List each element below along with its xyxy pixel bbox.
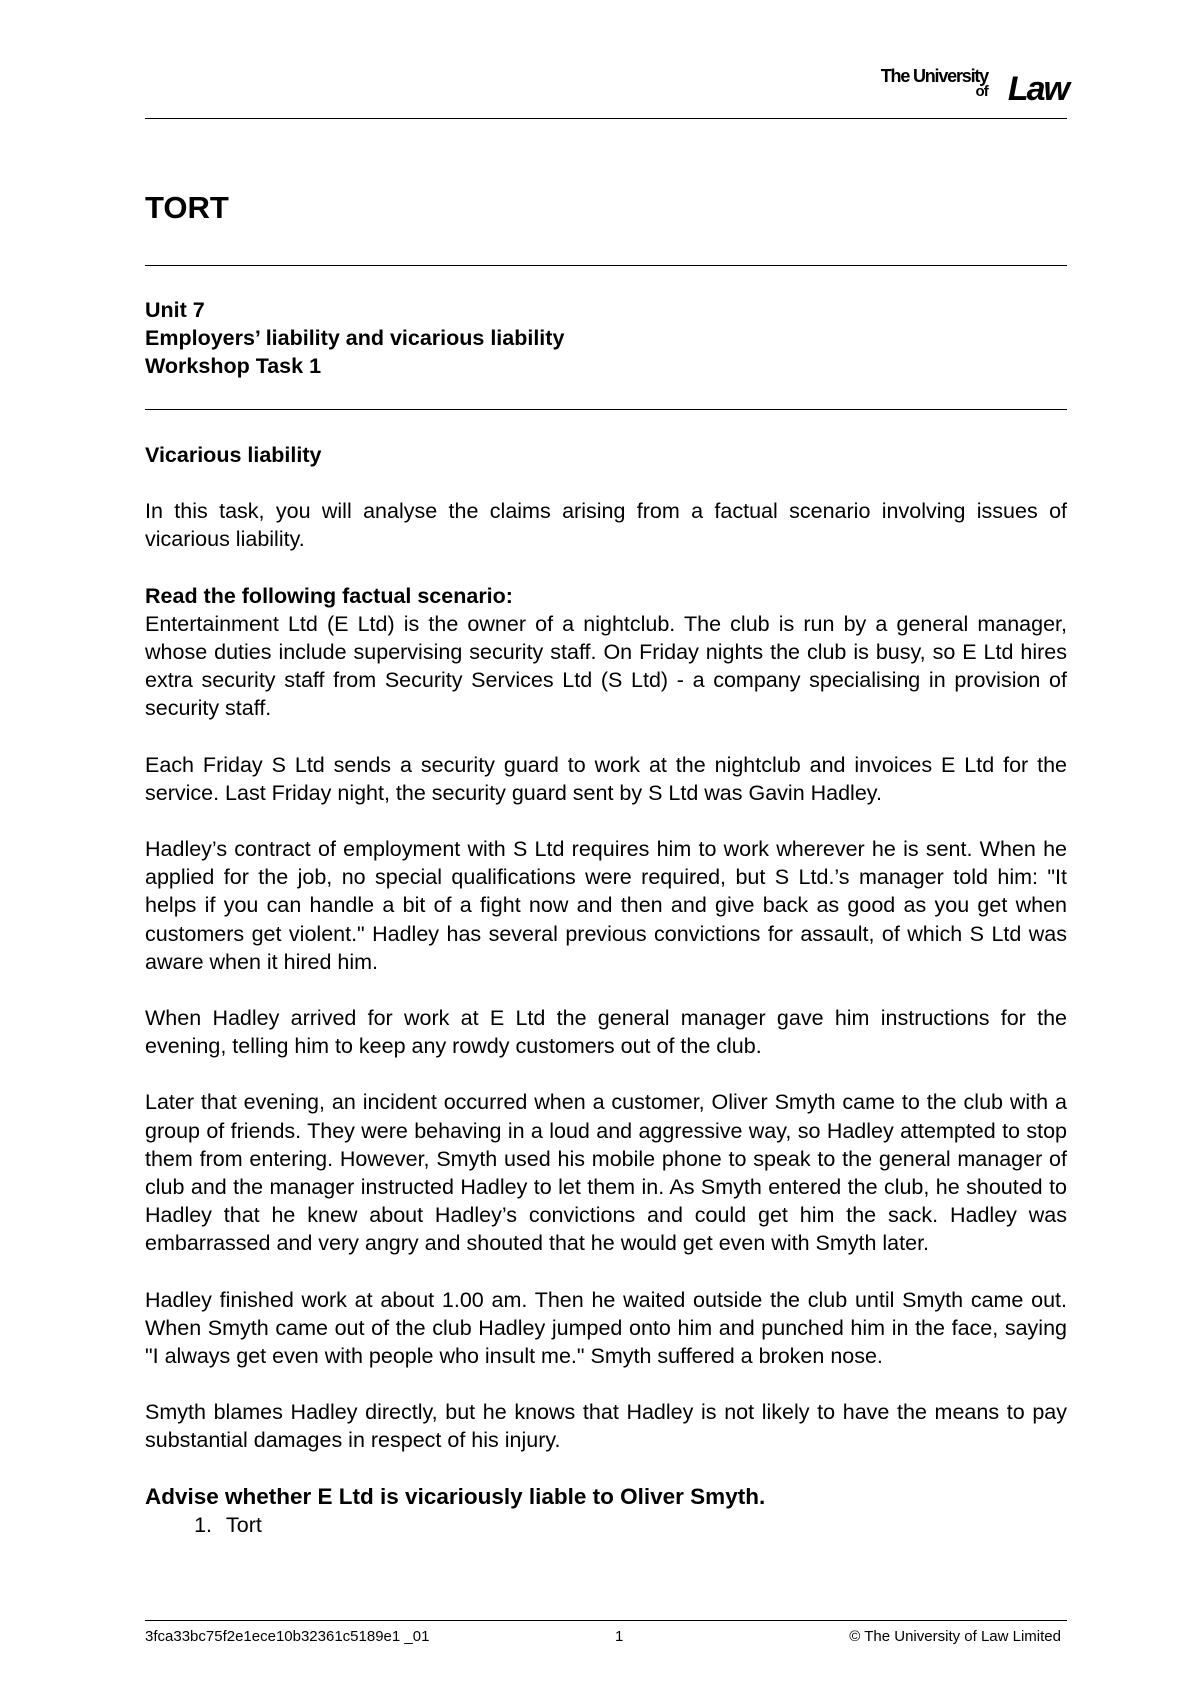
scenario-paragraph-7: Smyth blames Hadley directly, but he knows that Hadley is not likely to have the means to pay substantial damages in respect of his injury. — [145, 1400, 1067, 1453]
task-name: Workshop Task 1 — [145, 354, 322, 378]
university-logo — [860, 66, 1070, 106]
unit-divider — [145, 409, 1067, 410]
copyright-notice: © The University of Law Limited — [849, 1628, 1061, 1645]
logo-line-1: The University — [880, 66, 988, 86]
document-body — [145, 441, 1067, 1539]
scenario-paragraph-5: Later that evening, an incident occurred when a customer, Oliver Smyth came to the club with a group of friends. They were behaving in a loud and aggressive way, so Hadley attempted to stop them from entering. However, Smyth used his mobile phone to speak to the general manager of club and the manager instructed Hadley to let them in. As Smyth entered the club, he shouted to Hadley that he knew about Hadley’s convictions and could get him the sack. Hadley was embarrassed and very angry and shouted that he would get even with Smyth later. — [145, 1090, 1067, 1256]
scenario-paragraph-6: Hadley finished work at about 1.00 am. Then he waited outside the club until Smyth came out. When Smyth came out of the club Hadley jumped onto him and punched him in the face, saying "I always get even with people who insult me." Smyth suffered a broken nose. — [145, 1287, 1067, 1369]
unit-number: Unit 7 — [145, 298, 205, 322]
list-item: 1. Tort — [218, 1511, 1067, 1539]
intro-paragraph: In this task, you will analyse the claims arising from a factual scenario involving issues of vicarious liability. — [145, 499, 1067, 552]
unit-info — [145, 296, 564, 380]
scenario-paragraph-4: When Hadley arrived for work at E Ltd the general manager gave him instructions for the evening, telling him to keep any rowdy customers out of the club. — [145, 1006, 1067, 1059]
section-heading: Vicarious liability — [145, 443, 322, 467]
scenario-paragraph-2: Each Friday S Ltd sends a security guard to work at the nightclub and invoices E Ltd for the service. Last Friday night, the security guard sent by S Ltd was Gavin Hadley. — [145, 752, 1067, 805]
unit-topic: Employers’ liability and vicarious liability — [145, 326, 565, 350]
numbered-list — [145, 1511, 1067, 1539]
scenario-label: Read the following factual scenario: — [145, 583, 513, 608]
title-divider — [145, 265, 1067, 266]
document-title: TORT — [145, 190, 229, 225]
scenario-paragraph-1: Entertainment Ltd (E Ltd) is the owner of a nightclub. The club is run by a general manager, whose duties include supervising security staff. On Friday nights the club is busy, so E Ltd hires extra security staff from Security Services Ltd (S Ltd) - a company specialising in provision of security staff. — [145, 611, 1067, 721]
task-question: Advise whether E Ltd is vicariously liable to Oliver Smyth. — [145, 1483, 766, 1509]
scenario-paragraph-3: Hadley’s contract of employment with S Ltd requires him to work wherever he is sent. When he applied for the job, no special qualifications were required, but S Ltd.’s manager told him: "It helps if you can handle a bit of a fight now and then and give back as good as you get when customers get violent." Hadley has several previous convictions for assault, of which S Ltd was aware when it hired him. — [145, 837, 1067, 974]
document-id: 3fca33bc75f2e1ece10b32361c5189e1 _01 — [145, 1628, 430, 1645]
logo-line-2: of — [975, 83, 988, 100]
header-divider — [145, 118, 1067, 119]
page-number: 1 — [615, 1628, 624, 1645]
footer-divider — [145, 1620, 1067, 1621]
logo-line-3: Law — [1007, 70, 1068, 108]
